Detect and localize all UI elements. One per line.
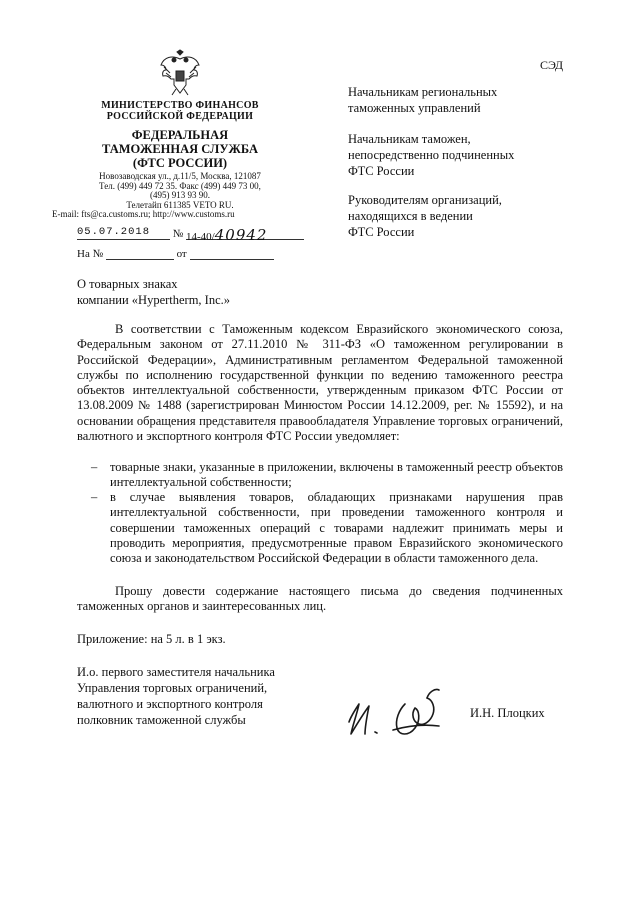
number-handwritten: 40942 (214, 226, 268, 244)
registration-date: 05.07.2018 (77, 226, 170, 240)
addressee-2-line-3: ФТС России (348, 164, 415, 178)
reference-line (77, 247, 274, 260)
teletype-line: Телетайп 611385 VETO RU. (126, 199, 234, 210)
ref-label: На № (77, 248, 104, 260)
subject-line-1: О товарных знаках (77, 277, 178, 291)
addressee-1-line-1: Начальникам региональных (348, 85, 498, 99)
addressee-1-line-2: таможенных управлений (348, 101, 481, 115)
bullet-item-2 (77, 490, 563, 566)
letter-subject (77, 276, 230, 308)
registration-line (77, 226, 304, 244)
attachment-note: Приложение: на 5 л. в 1 экз. (77, 632, 226, 646)
agency-line-2: ТАМОЖЕННАЯ СЛУЖБА (102, 142, 258, 156)
ministry-name (70, 100, 290, 122)
addressee-3-line-3: ФТС России (348, 225, 415, 239)
bullet-item-2-text: в случае выявления товаров, обладающих признаками нарушения прав интеллектуальной собственности, при проведении таможенного контроля и совершении таможенных операций с товарами надлежит принимать меры и проводить мероприятия, предусмотренные правом Евразийского экономического союза и законодательством Российской Федерации в области таможенного дела. (110, 490, 563, 566)
ministry-line-2: РОССИЙСКОЙ ФЕДЕРАЦИИ (106, 111, 254, 122)
coat-of-arms-emblem-icon (158, 49, 202, 97)
address-line: Новозаводская ул., д.11/5, Москва, 121087 (99, 171, 261, 181)
signer-line-4: полковник таможенной службы (77, 713, 246, 727)
signer-title (77, 664, 275, 728)
signer-line-3: валютного и экспортного контроля (77, 697, 263, 711)
bullet-item-1 (77, 460, 563, 491)
signer-line-1: И.о. первого заместителя начальника (77, 665, 275, 679)
bullet-dash: – (91, 460, 98, 474)
number-label: № (172, 228, 184, 240)
body-paragraph-2: Прошу довести содержание настоящего письма до сведения подчиненных таможенных органов и заинтересованных лиц. (77, 584, 563, 614)
ministry-line-1: МИНИСТЕРСТВО ФИНАНСОВ (101, 100, 259, 111)
handwritten-signature (335, 680, 485, 750)
ref-number-blank (106, 247, 174, 260)
sed-label: СЭД (540, 58, 564, 72)
bullet-item-1-text: товарные знаки, указанные в приложении, включены в таможенный реестр объектов интеллектуальной собственности; (110, 460, 563, 490)
subject-line-2: компании «Hypertherm, Inc.» (77, 293, 231, 307)
addressee-2-line-2: непосредственно подчиненных (348, 148, 515, 162)
addressee-2 (348, 131, 514, 179)
signer-name: И.Н. Плоцких (470, 706, 545, 720)
bullet-dash: – (91, 490, 98, 504)
addressee-3-line-1: Руководителям организаций, (348, 193, 502, 207)
addressee-3-line-2: находящихся в ведении (348, 209, 473, 223)
sender-contacts (52, 172, 308, 220)
phone-line-2: (495) 913 93 90. (150, 190, 210, 201)
number-printed: 14-40/ (186, 231, 215, 243)
addressee-2-line-1: Начальникам таможен, (348, 132, 471, 146)
signer-line-2: Управления торговых ограничений, (77, 681, 268, 695)
registration-number (186, 226, 304, 244)
ref-date-blank (190, 247, 274, 260)
ref-from-label: от (176, 248, 187, 260)
agency-line-3: (ФТС РОССИИ) (132, 156, 228, 170)
email-line: E-mail: fts@ca.customs.ru; http://www.customs.ru (52, 209, 235, 220)
addressee-1 (348, 84, 497, 116)
agency-line-1: ФЕДЕРАЛЬНАЯ (131, 128, 229, 142)
agency-name (70, 128, 290, 170)
phone-line-1: Тел. (499) 449 72 35. Факс (499) 449 73 00, (99, 180, 261, 191)
addressee-3 (348, 192, 502, 240)
body-paragraph-1: В соответствии с Таможенным кодексом Евразийского экономического союза, Федеральным законом от 27.11.2010 № 311-ФЗ «О таможенном регулировании в Российской Федерации», Административным регламентом Федеральной таможенной службы по исполнению государственной функции по ведению таможенного реестра объектов интеллектуальной собственности, утвержденным приказом ФТС России от 13.08.2009 № 1488 (зарегистрирован Минюстом России 14.12.2009, рег. № 15592), и на основании обращения представителя правообладателя Управление торговых ограничений, валютного и экспортного контроля ФТС России уведомляет: (77, 322, 563, 444)
